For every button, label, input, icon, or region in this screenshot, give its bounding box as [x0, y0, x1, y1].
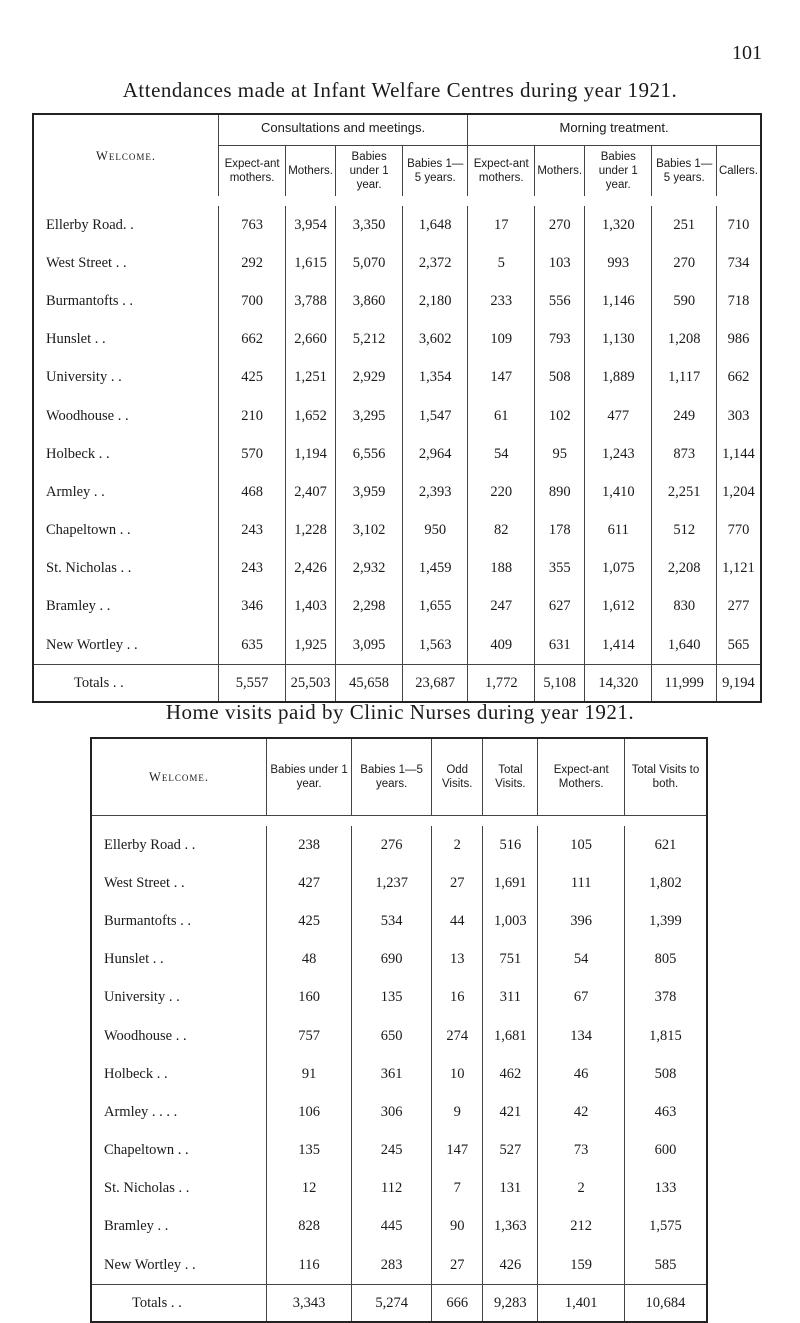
table-cell: 873	[652, 435, 717, 473]
table-cell: 54	[468, 435, 535, 473]
table-cell: 5,212	[335, 321, 402, 359]
table-cell: 1,399	[649, 912, 682, 929]
table-cell: 274	[432, 1017, 483, 1055]
table-cell: 106	[267, 1093, 352, 1131]
centre-name: Chapeltown . .	[33, 512, 219, 550]
table-cell: 147	[432, 1132, 483, 1170]
table-cell: 1,363	[483, 1208, 538, 1246]
table-cell: 993	[585, 244, 652, 282]
table-cell: 590	[652, 282, 717, 320]
table-cell: 7	[432, 1170, 483, 1208]
table-cell: 621	[654, 836, 677, 853]
table-cell: 10	[432, 1055, 483, 1093]
totals-row	[33, 665, 761, 703]
table-cell: 17	[468, 206, 535, 244]
table-cell: 245	[352, 1132, 432, 1170]
centre-name: Woodhouse . .	[33, 397, 219, 435]
table-cell: 67	[538, 979, 625, 1017]
centre-name: Woodhouse . .	[91, 1017, 267, 1055]
table-cell: 2,964	[403, 435, 468, 473]
table-cell: 631	[535, 626, 585, 665]
table-cell: 1,648	[403, 206, 468, 244]
total-cell: 14,320	[585, 665, 652, 703]
table-cell: 1,117	[652, 359, 717, 397]
total-cell: 10,684	[624, 1285, 707, 1323]
table-cell: 570	[219, 435, 286, 473]
table-row	[33, 321, 761, 359]
table-cell: 212	[538, 1208, 625, 1246]
table-cell: 378	[654, 989, 677, 1006]
total-cell: 5,108	[535, 665, 585, 703]
table-cell: 3,860	[335, 282, 402, 320]
table-cell: 986	[727, 331, 750, 348]
table-cell: 1,320	[585, 206, 652, 244]
table-cell: 249	[652, 397, 717, 435]
attendances-title: Attendances made at Infant Welfare Centres during year 1921.	[122, 78, 678, 102]
table-cell: 1,575	[649, 1218, 682, 1235]
table-cell: 1,652	[286, 397, 336, 435]
table-cell: 1,204	[722, 483, 755, 500]
table-cell: 1,802	[649, 874, 682, 891]
table-row	[91, 864, 707, 902]
table-cell: 105	[538, 826, 625, 864]
table-cell: 147	[468, 359, 535, 397]
table-row	[91, 1208, 707, 1246]
centre-name: New Wortley . .	[33, 626, 219, 665]
page-number: 101	[732, 42, 762, 64]
table-cell: 12	[267, 1170, 352, 1208]
table-cell: 2,180	[403, 282, 468, 320]
table-cell: 2,932	[335, 550, 402, 588]
table-cell: 1,208	[652, 321, 717, 359]
table-cell: 306	[352, 1093, 432, 1131]
table-cell: 396	[538, 902, 625, 940]
table-cell: 159	[538, 1246, 625, 1285]
table-cell: 361	[352, 1055, 432, 1093]
total-cell: 3,343	[267, 1285, 352, 1323]
centre-name: Ellerby Road . .	[91, 826, 267, 864]
table-cell: 468	[219, 473, 286, 511]
table-cell: 102	[535, 397, 585, 435]
table-row	[91, 941, 707, 979]
table-cell: 3,788	[286, 282, 336, 320]
centre-name: Armley . . . .	[91, 1093, 267, 1131]
total-cell: 9,283	[483, 1285, 538, 1323]
table-cell: 1,563	[403, 626, 468, 665]
centre-name: Ellerby Road. .	[33, 206, 219, 244]
table-cell: 477	[585, 397, 652, 435]
centre-name: University . .	[33, 359, 219, 397]
table-cell: 283	[352, 1246, 432, 1285]
column-header: Odd Visits.	[432, 738, 483, 816]
table-cell: 3,095	[335, 626, 402, 665]
table-cell: 950	[403, 512, 468, 550]
table-cell: 1,615	[286, 244, 336, 282]
column-header: Callers.	[718, 165, 758, 177]
table-row	[33, 435, 761, 473]
table-cell: 1,640	[652, 626, 717, 665]
table-cell: 1,130	[585, 321, 652, 359]
centre-name: Burmantofts . .	[33, 282, 219, 320]
table-cell: 770	[727, 522, 750, 539]
table-cell: 1,354	[403, 359, 468, 397]
table-cell: 134	[538, 1017, 625, 1055]
table-cell: 734	[727, 254, 750, 271]
centre-name: University . .	[91, 979, 267, 1017]
table-cell: 650	[352, 1017, 432, 1055]
table-cell: 534	[352, 902, 432, 940]
table-cell: 111	[538, 864, 625, 902]
table-cell: 1,243	[585, 435, 652, 473]
table-row	[91, 826, 707, 864]
table-cell: 635	[219, 626, 286, 665]
table-cell: 355	[535, 550, 585, 588]
table-row	[33, 626, 761, 665]
table-cell: 2,407	[286, 473, 336, 511]
total-cell: 1,401	[538, 1285, 625, 1323]
column-header: Babies 1—5 years.	[652, 146, 717, 197]
table-cell: 426	[483, 1246, 538, 1285]
table-cell: 793	[535, 321, 585, 359]
table-cell: 1,410	[585, 473, 652, 511]
table-cell: 90	[432, 1208, 483, 1246]
centre-name: Armley . .	[33, 473, 219, 511]
table-cell: 427	[267, 864, 352, 902]
table-cell: 270	[535, 206, 585, 244]
table-cell: 508	[535, 359, 585, 397]
table-cell: 828	[267, 1208, 352, 1246]
table-cell: 1,414	[585, 626, 652, 665]
table-cell: 3,350	[335, 206, 402, 244]
table-row	[91, 1170, 707, 1208]
table-cell: 188	[468, 550, 535, 588]
table-row	[91, 1055, 707, 1093]
table-cell: 1,403	[286, 588, 336, 626]
table-row	[91, 902, 707, 940]
total-cell: 1,772	[468, 665, 535, 703]
table-cell: 3,959	[335, 473, 402, 511]
table-cell: 2,660	[286, 321, 336, 359]
column-header: Babies under 1 year.	[585, 146, 652, 197]
table-cell: 112	[352, 1170, 432, 1208]
column-header: Total Visits.	[483, 738, 538, 816]
column-header: Expect-ant Mothers.	[538, 738, 625, 816]
column-header: Mothers.	[286, 146, 336, 197]
totals-label: Totals . .	[33, 665, 219, 703]
table-cell: 1,121	[722, 560, 755, 577]
table-cell: 805	[654, 951, 677, 968]
table-cell: 5	[468, 244, 535, 282]
table-cell: 27	[432, 864, 483, 902]
table-cell: 890	[535, 473, 585, 511]
table-cell: 42	[538, 1093, 625, 1131]
table-cell: 1,228	[286, 512, 336, 550]
table-cell: 95	[535, 435, 585, 473]
table-cell: 2	[432, 826, 483, 864]
table-cell: 1,003	[483, 902, 538, 940]
table-cell: 751	[483, 941, 538, 979]
consultations-group-header: Consultations and meetings.	[219, 114, 468, 146]
table-cell: 516	[483, 826, 538, 864]
table-cell: 73	[538, 1132, 625, 1170]
table-cell: 425	[267, 902, 352, 940]
table-cell: 238	[267, 826, 352, 864]
table-cell: 556	[535, 282, 585, 320]
column-header: Babies under 1 year.	[267, 738, 352, 816]
table-cell: 1,194	[286, 435, 336, 473]
welcome-header: Welcome.	[33, 114, 219, 196]
centre-name: Holbeck . .	[33, 435, 219, 473]
total-cell: 25,503	[286, 665, 336, 703]
table-cell: 1,815	[649, 1027, 682, 1044]
table-row	[33, 282, 761, 320]
table-cell: 1,459	[403, 550, 468, 588]
centre-name: Burmantofts . .	[91, 902, 267, 940]
centre-name: Bramley . .	[91, 1208, 267, 1246]
table-cell: 611	[585, 512, 652, 550]
column-header: Expect-ant mothers.	[219, 146, 286, 197]
table-cell: 48	[267, 941, 352, 979]
centre-name: New Wortley . .	[91, 1246, 267, 1285]
table-cell: 700	[219, 282, 286, 320]
total-cell: 23,687	[403, 665, 468, 703]
table-cell: 830	[652, 588, 717, 626]
table-cell: 1,547	[403, 397, 468, 435]
home-visits-table	[90, 737, 708, 1323]
table-cell: 1,251	[286, 359, 336, 397]
total-cell: 5,274	[352, 1285, 432, 1323]
centre-name: St. Nicholas . .	[91, 1170, 267, 1208]
table-cell: 1,144	[722, 445, 755, 462]
table-cell: 27	[432, 1246, 483, 1285]
table-cell: 3,295	[335, 397, 402, 435]
table-cell: 82	[468, 512, 535, 550]
table-cell: 1,681	[483, 1017, 538, 1055]
total-cell: 9,194	[716, 665, 761, 703]
table-cell: 292	[219, 244, 286, 282]
table-row	[33, 359, 761, 397]
total-cell: 5,557	[219, 665, 286, 703]
table-cell: 463	[654, 1103, 677, 1120]
table-cell: 247	[468, 588, 535, 626]
table-cell: 585	[654, 1256, 677, 1273]
table-cell: 44	[432, 902, 483, 940]
table-cell: 131	[483, 1170, 538, 1208]
table-row	[33, 244, 761, 282]
table-cell: 346	[219, 588, 286, 626]
centre-name: Bramley . .	[33, 588, 219, 626]
centre-name: Chapeltown . .	[91, 1132, 267, 1170]
table-cell: 109	[468, 321, 535, 359]
table-cell: 462	[483, 1055, 538, 1093]
attendances-table	[32, 113, 762, 703]
column-header: Babies 1—5 years.	[403, 146, 468, 197]
table-row	[91, 1246, 707, 1285]
table-cell: 233	[468, 282, 535, 320]
table-cell: 1,655	[403, 588, 468, 626]
table-cell: 46	[538, 1055, 625, 1093]
table-cell: 1,146	[585, 282, 652, 320]
table-cell: 627	[535, 588, 585, 626]
column-header: Expect-ant mothers.	[468, 146, 535, 197]
table-cell: 91	[267, 1055, 352, 1093]
table-cell: 3,954	[286, 206, 336, 244]
centre-name: St. Nicholas . .	[33, 550, 219, 588]
table-row	[33, 397, 761, 435]
centre-name: Holbeck . .	[91, 1055, 267, 1093]
table-cell: 1,075	[585, 550, 652, 588]
table-cell: 710	[727, 216, 750, 233]
home-visits-title: Home visits paid by Clinic Nurses during year 1921.	[165, 700, 635, 724]
table-cell: 9	[432, 1093, 483, 1131]
table-cell: 2,929	[335, 359, 402, 397]
table-cell: 409	[468, 626, 535, 665]
table-cell: 662	[219, 321, 286, 359]
table-cell: 251	[652, 206, 717, 244]
table-row	[91, 979, 707, 1017]
table-cell: 133	[654, 1180, 677, 1197]
column-header: Babies 1—5 years.	[352, 738, 432, 816]
table-row	[33, 588, 761, 626]
table-row	[33, 206, 761, 244]
centre-name: Hunslet . .	[91, 941, 267, 979]
table-cell: 2,393	[403, 473, 468, 511]
table-cell: 1,691	[483, 864, 538, 902]
table-cell: 2,372	[403, 244, 468, 282]
table-cell: 527	[483, 1132, 538, 1170]
table-cell: 763	[219, 206, 286, 244]
total-cell: 45,658	[335, 665, 402, 703]
total-cell: 11,999	[652, 665, 717, 703]
table-cell: 757	[267, 1017, 352, 1055]
table-cell: 103	[535, 244, 585, 282]
column-header: Babies under 1 year.	[335, 146, 402, 197]
table-cell: 277	[727, 598, 750, 615]
table-row	[33, 512, 761, 550]
table-cell: 445	[352, 1208, 432, 1246]
table-cell: 425	[219, 359, 286, 397]
table-cell: 421	[483, 1093, 538, 1131]
table-cell: 2,298	[335, 588, 402, 626]
table-cell: 210	[219, 397, 286, 435]
table-cell: 3,602	[403, 321, 468, 359]
table-cell: 135	[267, 1132, 352, 1170]
table-cell: 54	[538, 941, 625, 979]
table-cell: 1,925	[286, 626, 336, 665]
table-cell: 6,556	[335, 435, 402, 473]
table-row	[91, 1132, 707, 1170]
table-cell: 16	[432, 979, 483, 1017]
column-header: Mothers.	[535, 146, 585, 197]
table-cell: 5,070	[335, 244, 402, 282]
table-cell: 565	[727, 636, 750, 653]
table-cell: 61	[468, 397, 535, 435]
centre-name: Hunslet . .	[33, 321, 219, 359]
table-cell: 662	[727, 369, 750, 386]
table-cell: 2,251	[652, 473, 717, 511]
table-cell: 13	[432, 941, 483, 979]
total-cell: 666	[432, 1285, 483, 1323]
table-cell: 508	[654, 1065, 677, 1082]
table-cell: 160	[267, 979, 352, 1017]
table-cell: 178	[535, 512, 585, 550]
table-row	[33, 473, 761, 511]
column-header: Total Visits to both.	[624, 738, 707, 816]
table-cell: 243	[219, 512, 286, 550]
table-row	[33, 550, 761, 588]
table-cell: 2,208	[652, 550, 717, 588]
table-cell: 243	[219, 550, 286, 588]
table-cell: 220	[468, 473, 535, 511]
table-cell: 2	[538, 1170, 625, 1208]
table-cell: 600	[654, 1142, 677, 1159]
table-cell: 303	[727, 407, 750, 424]
table-cell: 311	[483, 979, 538, 1017]
table-cell: 2,426	[286, 550, 336, 588]
table-cell: 270	[652, 244, 717, 282]
table-row	[91, 1017, 707, 1055]
totals-row	[91, 1285, 707, 1323]
table-cell: 1,612	[585, 588, 652, 626]
centre-name: West Street . .	[33, 244, 219, 282]
table-cell: 116	[267, 1246, 352, 1285]
table-cell: 135	[352, 979, 432, 1017]
table-cell: 1,237	[352, 864, 432, 902]
table-cell: 3,102	[335, 512, 402, 550]
centre-name: West Street . .	[91, 864, 267, 902]
welcome-header: Welcome.	[91, 738, 267, 816]
table-cell: 690	[352, 941, 432, 979]
table-cell: 718	[727, 292, 750, 309]
table-row	[91, 1093, 707, 1131]
table-cell: 276	[352, 826, 432, 864]
table-cell: 512	[652, 512, 717, 550]
morning-treatment-group-header: Morning treatment.	[468, 114, 761, 146]
table-cell: 1,889	[585, 359, 652, 397]
totals-label: Totals . .	[91, 1285, 267, 1323]
